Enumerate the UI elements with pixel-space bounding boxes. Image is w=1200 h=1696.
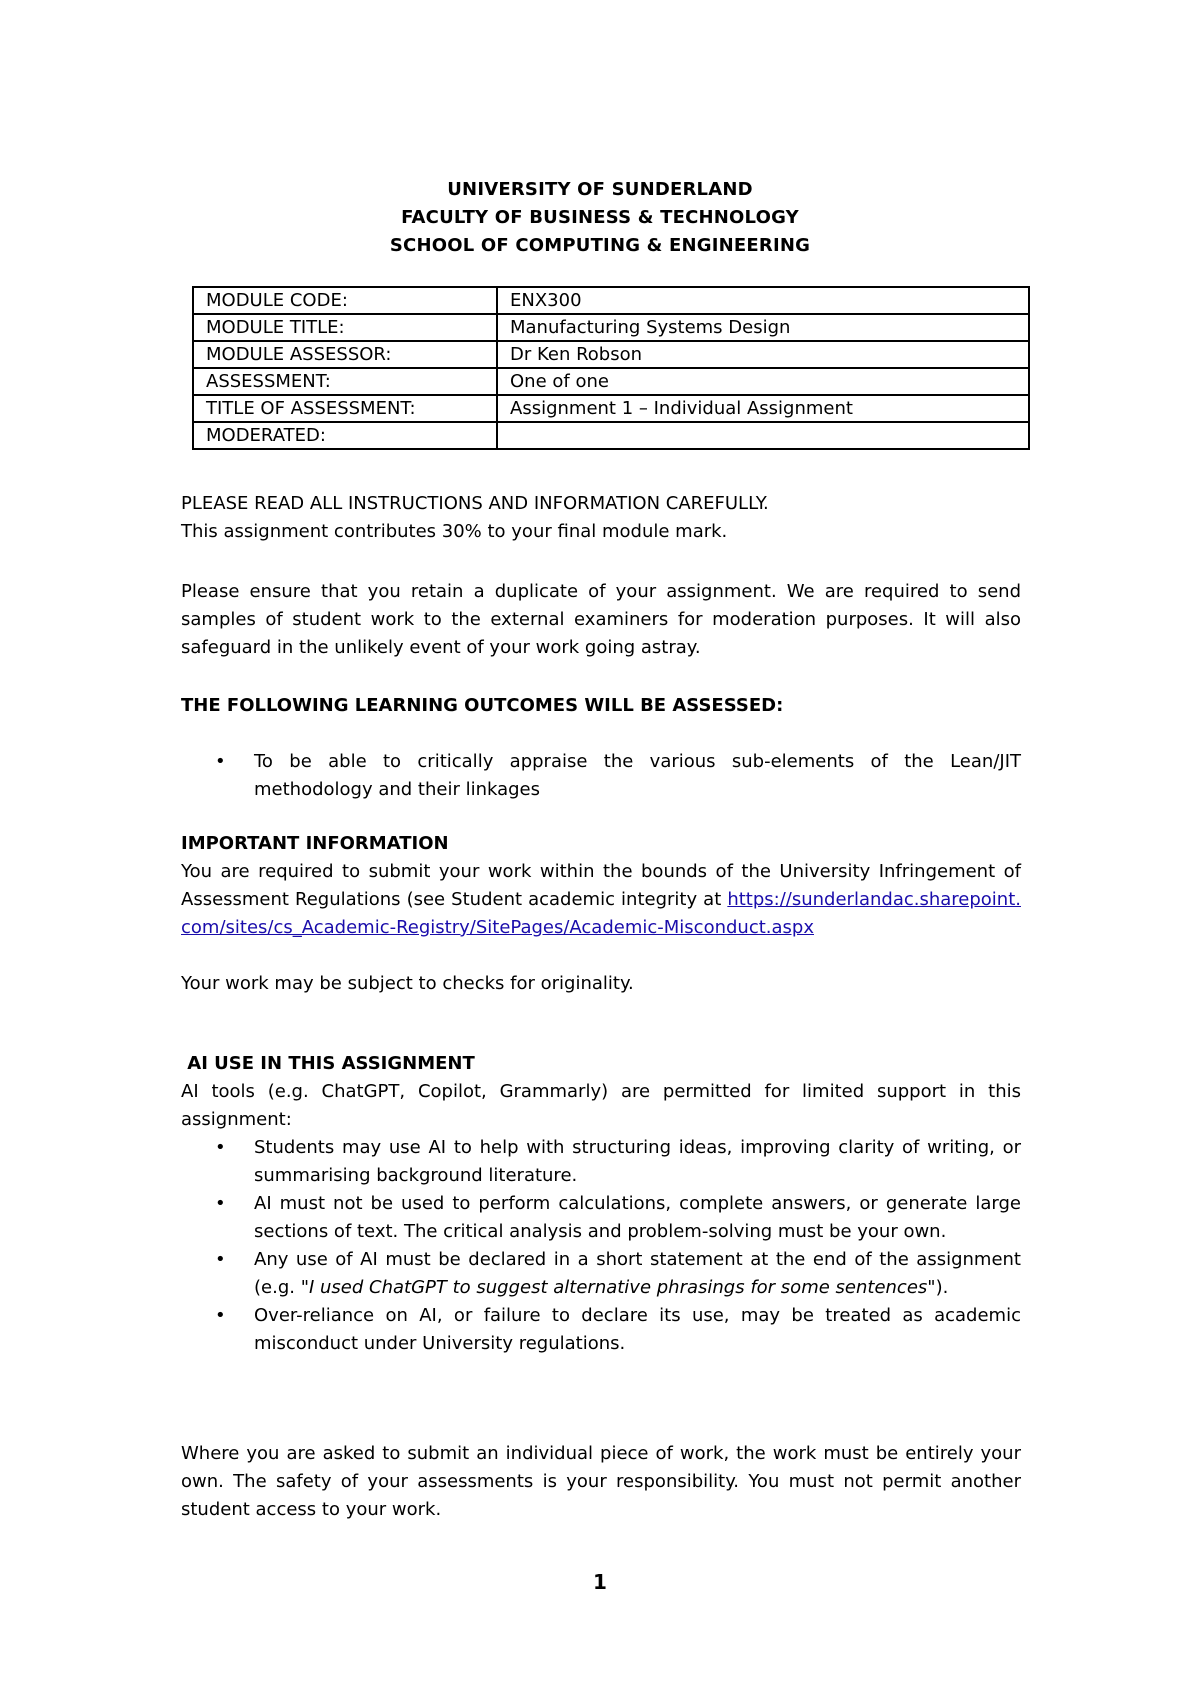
instructions-line-2: This assignment contributes 30% to your final module mark. xyxy=(181,521,728,542)
outcomes-section xyxy=(181,692,1021,804)
row-label: MODERATED: xyxy=(193,422,497,449)
list-item-text xyxy=(254,1249,1021,1298)
important-heading: IMPORTANT INFORMATION xyxy=(181,833,449,854)
row-label: ASSESSMENT: xyxy=(193,368,497,395)
list-item xyxy=(181,748,1021,804)
instructions-block xyxy=(181,490,1021,546)
originality-note: Your work may be subject to checks for originality. xyxy=(181,973,634,994)
list-item-text: Students may use AI to help with structuring ideas, improving clarity of writing, or summarising background literature. xyxy=(254,1137,1021,1186)
module-info-table xyxy=(192,286,1030,450)
table-row xyxy=(193,395,1029,422)
row-value: Manufacturing Systems Design xyxy=(497,314,1029,341)
table-row xyxy=(193,422,1029,449)
table-row xyxy=(193,368,1029,395)
university-name: UNIVERSITY OF SUNDERLAND xyxy=(447,179,753,200)
outcomes-heading: THE FOLLOWING LEARNING OUTCOMES WILL BE ASSESSED: xyxy=(181,695,784,716)
faculty-name: FACULTY OF BUSINESS & TECHNOLOGY xyxy=(401,207,799,228)
row-value: Assignment 1 – Individual Assignment xyxy=(497,395,1029,422)
list-item xyxy=(181,1302,1021,1358)
bullet-icon: • xyxy=(215,1305,226,1326)
ai-section xyxy=(181,1050,1021,1358)
row-value: ENX300 xyxy=(497,287,1029,314)
page-number: 1 xyxy=(593,1570,607,1594)
row-value: One of one xyxy=(497,368,1029,395)
important-section xyxy=(181,830,1021,998)
row-value xyxy=(497,422,1029,449)
ai-intro: AI tools (e.g. ChatGPT, Copilot, Grammarly) are permitted for limited support in this assignment: xyxy=(181,1081,1021,1130)
ai-heading: AI USE IN THIS ASSIGNMENT xyxy=(181,1053,475,1074)
bullet-icon: • xyxy=(215,1193,226,1214)
declaration-text: Any use of AI must be declared in a short statement at the end of the assignment (e.g. xyxy=(254,1249,1021,1298)
row-label: MODULE TITLE: xyxy=(193,314,497,341)
list-item-text: To be able to critically appraise the various sub-elements of the Lean/JIT methodology and their linkages xyxy=(254,751,1021,800)
duplicate-notice-text: Please ensure that you retain a duplicate of your assignment. We are required to send samples of student work to the external examiners for moderation purposes. It will also safeguard in the unlikely event of your work going astray. xyxy=(181,581,1021,658)
document-header xyxy=(0,176,1200,260)
row-label: MODULE CODE: xyxy=(193,287,497,314)
duplicate-notice xyxy=(181,578,1021,662)
list-item xyxy=(181,1246,1021,1302)
declaration-example: "I used ChatGPT to suggest alternative phrasings for some sentences" xyxy=(300,1277,936,1298)
table-row xyxy=(193,287,1029,314)
bullet-icon: • xyxy=(215,1137,226,1158)
list-item xyxy=(181,1190,1021,1246)
list-item xyxy=(181,1134,1021,1190)
outcomes-list xyxy=(181,748,1021,804)
school-name: SCHOOL OF COMPUTING & ENGINEERING xyxy=(389,235,811,256)
row-value: Dr Ken Robson xyxy=(497,341,1029,368)
list-item-text: Over-reliance on AI, or failure to declare its use, may be treated as academic misconduct under University regulations. xyxy=(254,1305,1021,1354)
important-text-body: You are required to submit your work within the bounds of the University Infringement of Assessment Regulations (see Student academic integrity at xyxy=(181,861,1021,910)
closing-paragraph xyxy=(181,1440,1021,1524)
closing-text: Where you are asked to submit an individual piece of work, the work must be entirely your own. The safety of your assessments is your responsibility. You must not permit another student access to your work. xyxy=(181,1443,1021,1520)
list-item-text: AI must not be used to perform calculations, complete answers, or generate large sections of text. The critical analysis and problem-solving must be your own. xyxy=(254,1193,1021,1242)
table-row xyxy=(193,314,1029,341)
instructions-line-1: PLEASE READ ALL INSTRUCTIONS AND INFORMATION CAREFULLY. xyxy=(181,493,769,514)
row-label: TITLE OF ASSESSMENT: xyxy=(193,395,497,422)
academic-integrity-link[interactable]: https://sunderlandac.sharepoint.com/sites/cs_Academic-Registry/SitePages/Academic-Misconduct.aspx xyxy=(181,889,1021,938)
ai-rules-list xyxy=(181,1134,1021,1358)
table-row xyxy=(193,341,1029,368)
declaration-end: ). xyxy=(935,1277,949,1298)
bullet-icon: • xyxy=(215,1249,226,1270)
row-label: MODULE ASSESSOR: xyxy=(193,341,497,368)
important-text xyxy=(181,858,1021,942)
bullet-icon: • xyxy=(215,751,226,772)
